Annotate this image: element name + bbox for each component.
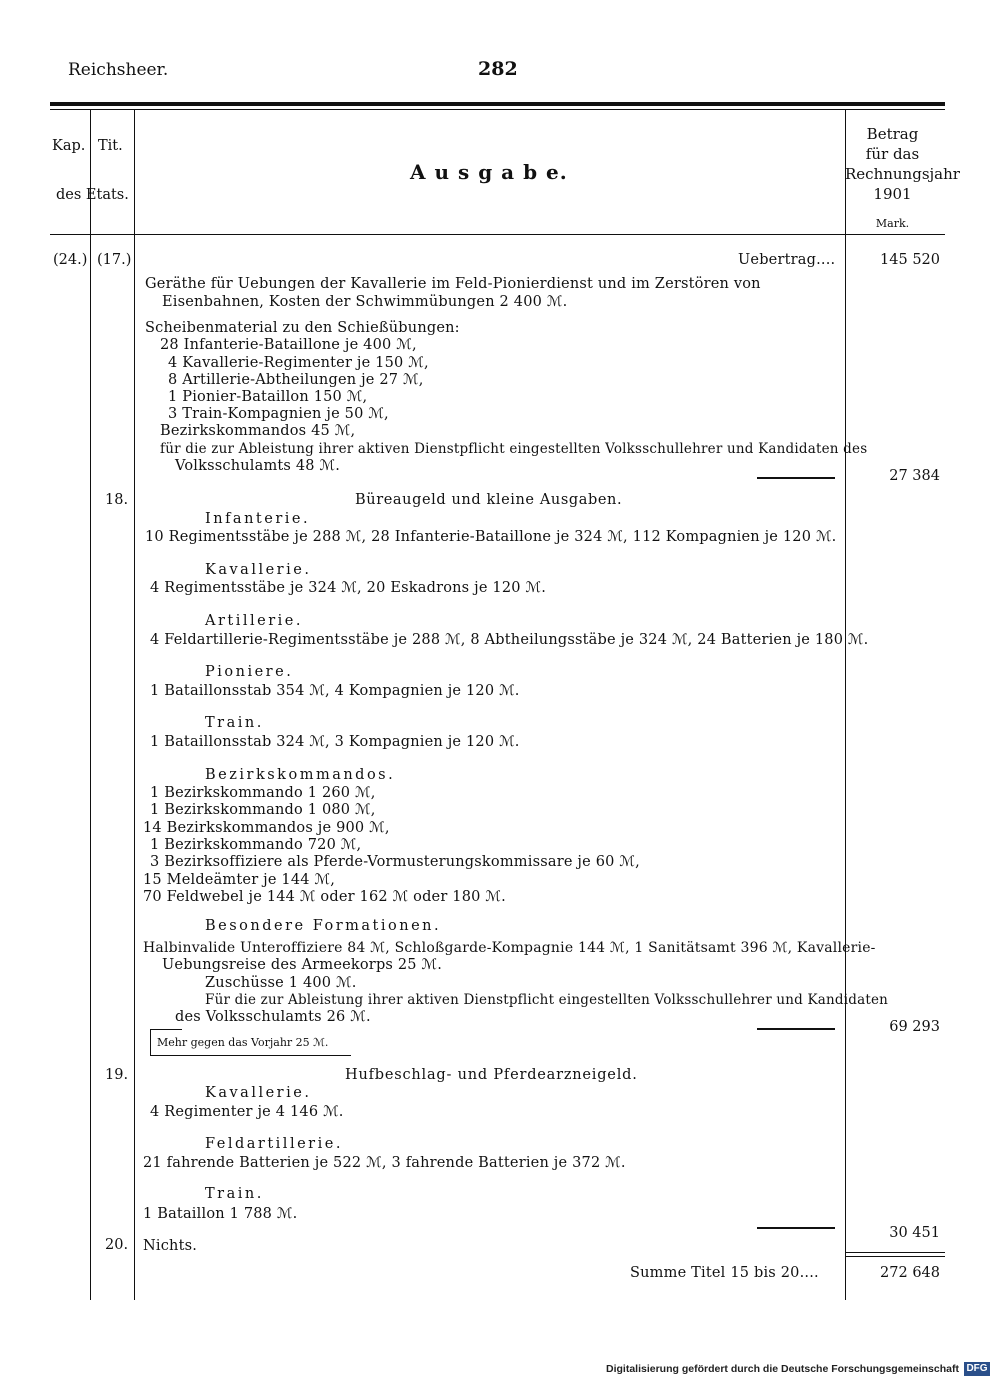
text-line: 1 Pionier-Bataillon 150 ℳ, (168, 389, 368, 405)
column-line-kap (90, 110, 91, 1300)
subheading: Artillerie. (205, 613, 303, 629)
subheading: Kavallerie. (205, 562, 312, 578)
dfg-logo: DFG (964, 1362, 990, 1376)
tit-19: 19. (105, 1067, 129, 1083)
uebertrag-amount: 145 520 (880, 252, 940, 268)
subheading: Infanterie. (205, 511, 311, 527)
text-line: 1 Bezirkskommando 720 ℳ, (150, 837, 362, 853)
top-rule-thick (50, 102, 945, 106)
text-line: 1 Bezirkskommando 1 080 ℳ, (150, 802, 376, 818)
tit-18: 18. (105, 492, 129, 508)
text-line: des Volksschulamts 26 ℳ. (175, 1009, 371, 1025)
text-line: Eisenbahnen, Kosten der Schwimmübungen 2 400 ℳ. (162, 294, 568, 310)
amount-18: 69 293 (889, 1019, 940, 1035)
subheading: Kavallerie. (205, 1085, 312, 1101)
summe-amount: 272 648 (880, 1265, 940, 1281)
text-line: Halbinvalide Unteroffiziere 84 ℳ, Schloßgarde-Kompagnie 144 ℳ, 1 Sanitätsamt 396 ℳ, Kavallerie- (143, 940, 876, 956)
footer-credit: Digitalisierung gefördert durch die Deutsche Forschungsgemeinschaft (606, 1363, 959, 1375)
text-line: 1 Bataillonsstab 324 ℳ, 3 Kompagnien je 120 ℳ. (150, 734, 520, 750)
subtotal-rule (757, 1028, 835, 1030)
subheading: Feldartillerie. (205, 1136, 343, 1152)
running-head: Reichsheer. (68, 60, 169, 80)
summe-label: Summe Titel 15 bis 20.... (630, 1265, 819, 1281)
mehr-note: Mehr gegen das Vorjahr 25 ℳ. (157, 1036, 329, 1049)
text-line: Bezirkskommandos 45 ℳ, (160, 423, 356, 439)
text-line: 4 Kavallerie-Regimenter je 150 ℳ, (168, 355, 429, 371)
col-tit-header: Tit. (98, 138, 123, 154)
subheading: Pioniere. (205, 664, 294, 680)
text-line: 10 Regimentsstäbe je 288 ℳ, 28 Infanterie-Bataillone je 324 ℳ, 112 Kompagnien je 120 ℳ. (145, 529, 837, 545)
text-line: 3 Bezirksoffiziere als Pferde-Vormusterungskommissare je 60 ℳ, (150, 854, 640, 870)
header-rule (50, 234, 945, 235)
text-line: 21 fahrende Batterien je 522 ℳ, 3 fahrende Batterien je 372 ℳ. (143, 1155, 626, 1171)
text-line: 1 Bezirkskommando 1 260 ℳ, (150, 785, 376, 801)
amount-17: 27 384 (889, 468, 940, 484)
text-line: 15 Meldeämter je 144 ℳ, (143, 872, 336, 888)
section-heading-19: Hufbeschlag- und Pferdearzneigeld. (345, 1067, 638, 1083)
text-line: 1 Bataillon 1 788 ℳ. (143, 1206, 298, 1222)
text-line: 8 Artillerie-Abtheilungen je 27 ℳ, (168, 372, 424, 388)
section-heading-18: Büreaugeld und kleine Ausgaben. (355, 492, 623, 508)
text-line: Uebungsreise des Armeekorps 25 ℳ. (162, 957, 443, 973)
text-line: 28 Infanterie-Bataillone je 400 ℳ, (160, 337, 417, 353)
page-number: 282 (478, 58, 518, 80)
column-line-betrag (845, 110, 846, 1300)
col-kap-header: Kap. (52, 138, 86, 154)
text-line: für die zur Ableistung ihrer aktiven Dienstpflicht eingestellten Volksschullehrer und Kandidaten des (160, 441, 868, 457)
text-line: 4 Regimentsstäbe je 324 ℳ, 20 Eskadrons je 120 ℳ. (150, 580, 547, 596)
ausgabe-header: A u s g a b e. (410, 160, 568, 184)
tit-17: (17.) (97, 252, 132, 268)
subheading: Train. (205, 1186, 264, 1202)
text-line: Nichts. (143, 1238, 198, 1254)
text-line: 4 Feldartillerie-Regimentsstäbe je 288 ℳ, 8 Abtheilungsstäbe je 324 ℳ, 24 Batterien je 180 ℳ. (150, 632, 869, 648)
text-line: Geräthe für Uebungen der Kavallerie im Feld-Pionierdienst und im Zerstören von (145, 276, 761, 292)
subheading: Besondere Formationen. (205, 918, 442, 934)
column-line-tit (134, 110, 135, 1300)
text-line: Volksschulamts 48 ℳ. (175, 458, 341, 474)
text-line: Für die zur Ableistung ihrer aktiven Dienstpflicht eingestellten Volksschullehrer und Kandidaten (205, 992, 889, 1008)
text-line: 3 Train-Kompagnien je 50 ℳ, (168, 406, 389, 422)
subheading: Bezirkskommandos. (205, 767, 396, 783)
amount-19: 30 451 (889, 1225, 940, 1241)
text-line: 14 Bezirkskommandos je 900 ℳ, (143, 820, 390, 836)
text-line: Scheibenmaterial zu den Schießübungen: (145, 320, 460, 336)
kap-value: (24.) (53, 252, 88, 268)
subtotal-rule (757, 477, 835, 479)
text-line: 70 Feldwebel je 144 ℳ oder 162 ℳ oder 180 ℳ. (143, 889, 506, 905)
subheading: Train. (205, 715, 264, 731)
top-rule-thin (50, 109, 945, 110)
subtotal-rule (757, 1227, 835, 1229)
text-line: 1 Bataillonsstab 354 ℳ, 4 Kompagnien je 120 ℳ. (150, 683, 520, 699)
text-line: 4 Regimenter je 4 146 ℳ. (150, 1104, 344, 1120)
text-line: Zuschüsse 1 400 ℳ. (205, 975, 357, 991)
col-des-etats-header: des Etats. (56, 187, 129, 203)
tit-20: 20. (105, 1237, 129, 1253)
col-mark-header: Mark. (875, 217, 910, 230)
total-rule-1 (846, 1252, 945, 1253)
mehr-box-top (150, 1029, 182, 1030)
uebertrag-label: Uebertrag.... (738, 252, 836, 268)
total-rule-2 (846, 1256, 945, 1257)
col-betrag-header: Betrag für das Rechnungsjahr 1901 (845, 125, 960, 203)
